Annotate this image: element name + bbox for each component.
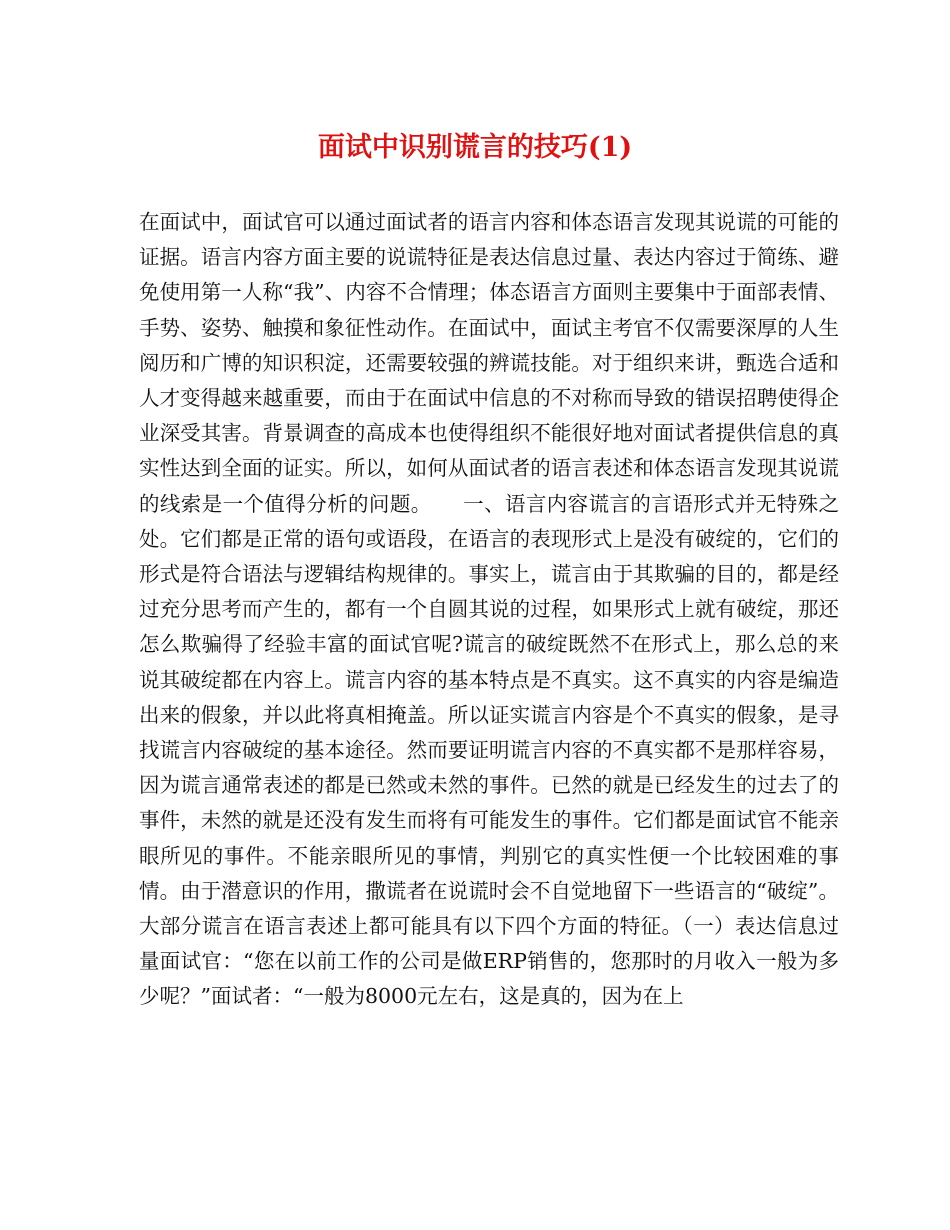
document-body: 在面试中，面试官可以通过面试者的语言内容和体态语言发现其说谎的可能的证据。语言内容方面主要的说谎特征是表达信息过量、表达内容过于简练、避免使用第一人称“我”、内容不合情理；体态语言方面则主要集中于面部表情、手势、姿势、触摸和象征性动作。在面试中，面试主考官不仅需要深厚的人生阅历和广博的知识积淀，还需要较强的辨谎技能。对于组织来讲，甄选合适和人才变得越来越重要，而由于在面试中信息的不对称而导致的错误招聘使得企业深受其害。背景调查的高成本也使得组织不能很好地对面试者提供信息的真实性达到全面的证实。所以，如何从面试者的语言表述和体态语言发现其说谎的线索是一个值得分析的问题。 一、语言内容谎言的言语形式并无特殊之处。它们都是正常的语句或语段，在语言的表现形式上是没有破绽的，它们的形式是符合语法与逻辑结构规律的。事实上，谎言由于其欺骗的目的，都是经过充分思考而产生的，都有一个自圆其说的过程，如果形式上就有破绽，那还怎么欺骗得了经验丰富的面试官呢?谎言的破绽既然不在形式上，那么总的来说其破绽都在内容上。谎言内容的基本特点是不真实。这不真实的内容是编造出来的假象，并以此将真相掩盖。所以证实谎言内容是个不真实的假象，是寻找谎言内容破绽的基本途径。然而要证明谎言内容的不真实都不是那样容易，因为谎言通常表述的都是已然或未然的事件。已然的就是已经发生的过去了的事件，未然的就是还没有发生而将有可能发生的事件。它们都是面试官不能亲眼所见的事件。不能亲眼所见的事情，判别它的真实性便一个比较困难的事情。由于潜意识的作用，撒谎者在说谎时会不自觉地留下一些语言的“破绽”。大部分谎言在语言表述上都可能具有以下四个方面的特征。（一）表达信息过量面试官：“您在以前工作的公司是做ERP销售的，您那时的月收入一般为多少呢？”面试者：“一般为8000元左右，这是真的，因为在上: [139, 210, 839, 1009]
document-title: 面试中识别谎言的技巧(1): [317, 132, 633, 163]
